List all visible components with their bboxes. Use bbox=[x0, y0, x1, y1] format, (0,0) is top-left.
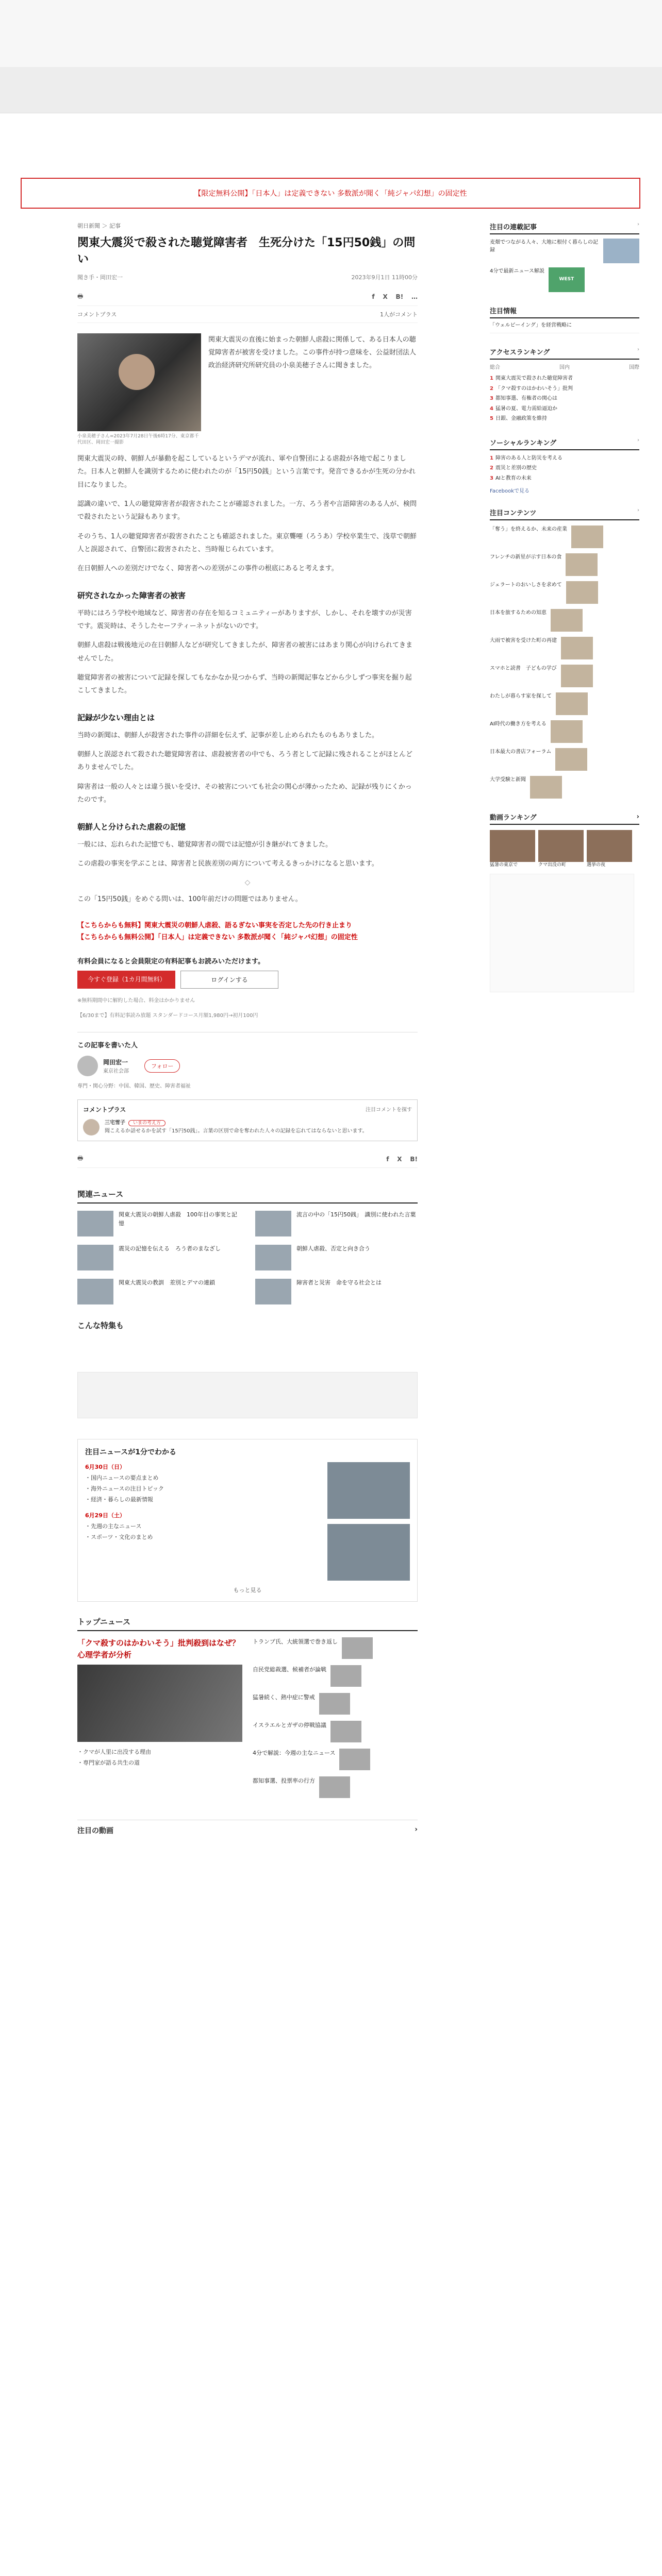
content-thumb bbox=[551, 609, 583, 632]
promo-link[interactable]: 【こちらからも無料】関東大震災の朝鮮人虐殺、語るぎない事実を否定した先の行き止まり bbox=[77, 921, 353, 929]
author-info bbox=[103, 1058, 129, 1074]
news-summary-title: 注目ニュースが1分でわかる bbox=[85, 1448, 177, 1457]
paragraph: 一般には、忘れられた記憶でも、聴覚障害者の間では記憶が引き継がれてきました。 bbox=[77, 840, 333, 849]
sidebar-promo bbox=[490, 306, 639, 333]
top-news-thumb bbox=[319, 1693, 350, 1715]
news-image[interactable] bbox=[327, 1462, 410, 1519]
ranking-item[interactable]: 4 猛暑の夏、電力需給逼迫か bbox=[490, 405, 557, 412]
comment-body bbox=[105, 1119, 368, 1136]
top-news-item[interactable] bbox=[253, 1776, 418, 1798]
content-thumb bbox=[566, 553, 598, 576]
top-news-item-title: 自民党総裁選、候補者が論戦 bbox=[253, 1666, 326, 1673]
lead-headline[interactable]: 「クマ殺すのはかわいそう」批判殺到はなぜ？ 心理学者が分析 bbox=[77, 1638, 248, 1659]
video-captions bbox=[490, 862, 639, 869]
comment-bar bbox=[77, 306, 418, 323]
subscribe-button[interactable]: 今すぐ登録（1カ月間無料） bbox=[77, 971, 175, 989]
content-card[interactable]: 日本最大の書店フォーラム bbox=[490, 748, 639, 771]
related-title: 関連ニュース bbox=[77, 1189, 418, 1204]
top-news-item[interactable] bbox=[253, 1721, 418, 1742]
top-news-thumb bbox=[319, 1776, 350, 1798]
related-item[interactable] bbox=[255, 1245, 418, 1270]
commenter-name[interactable]: 三宅雪子 bbox=[105, 1120, 125, 1126]
promo-links bbox=[77, 920, 418, 944]
lead-image[interactable] bbox=[77, 1665, 242, 1742]
social-ranking bbox=[490, 437, 639, 495]
related-thumb bbox=[255, 1211, 291, 1236]
avatar[interactable] bbox=[77, 1056, 98, 1076]
access-ranking bbox=[490, 347, 639, 424]
news-date: 6月30日（日） bbox=[85, 1464, 125, 1471]
feature-badge: WEST bbox=[549, 267, 585, 292]
related-item-title: 関東大震災の朝鮮人虐殺 100年目の事実と記憶 bbox=[119, 1211, 237, 1227]
sidebar-feature[interactable] bbox=[490, 239, 639, 263]
paragraph: 障害者は一般の人々とは違う扱いを受け、その被害についても社会の関心が薄かったため、記録が残りにくかったのです。 bbox=[77, 783, 412, 804]
sidebar-feature[interactable] bbox=[490, 267, 639, 292]
photo-caption: 小泉美穂子さん=2023年7月28日午後6時17分、東京都千代田区、岡田宏一撮影 bbox=[77, 433, 199, 446]
commenter-avatar[interactable] bbox=[83, 1119, 100, 1136]
comment-plus-head bbox=[83, 1105, 412, 1114]
bullet-item[interactable]: ・専門家が語る共生の道 bbox=[77, 1759, 140, 1767]
author-box bbox=[77, 1032, 418, 1089]
login-button[interactable]: ログインする bbox=[180, 971, 278, 989]
related-item[interactable] bbox=[255, 1279, 418, 1304]
related-item-title: 朝鮮人虐殺、否定と向き合う bbox=[296, 1245, 370, 1252]
video-ranking-title: 動画ランキング bbox=[490, 814, 537, 822]
lead-bullets bbox=[77, 1747, 242, 1769]
news-item[interactable]: ・国内ニュースの要点まとめ bbox=[85, 1475, 159, 1482]
sidebar bbox=[490, 222, 639, 1006]
paragraph: そのうち、1人の聴覚障害者が殺害されたことも確認されました。東京聾唖（ろうあ）学校卒業生で、浅草で朝鮮人と誤認されて、自警団に殺害されたと、当時報じられています。 bbox=[77, 532, 417, 554]
print-icon[interactable]: 🖶 bbox=[77, 1155, 84, 1162]
bullet-item[interactable]: ・クマが人里に出没する理由 bbox=[77, 1749, 151, 1756]
sidebar-heading: ソーシャルランキング › bbox=[490, 437, 639, 450]
share-icons bbox=[380, 1156, 418, 1163]
content-card[interactable]: 日本を旅するための知恵 bbox=[490, 609, 639, 632]
related-item-title: 流言の中の「15円50銭」 識別に使われた言葉 bbox=[296, 1211, 416, 1218]
content-thumb bbox=[555, 748, 587, 771]
news-list bbox=[85, 1457, 320, 1581]
top-news-item[interactable] bbox=[253, 1665, 418, 1687]
ranking-item[interactable]: 2 「クマ殺すのはかわいそう」批判 bbox=[490, 385, 573, 392]
news-images bbox=[327, 1457, 410, 1581]
paragraph: 認識の違いで、1人の聴覚障害者が殺害されたことが確認されました。一方、ろう者や言語障害のある人が、検問で殺されたという記録もあります。 bbox=[77, 500, 417, 521]
chevron-right-icon[interactable]: › bbox=[636, 813, 639, 821]
x-share-icon[interactable]: X bbox=[397, 1155, 402, 1163]
news-item[interactable]: ・スポーツ・文化のまとめ bbox=[85, 1533, 153, 1540]
top-band bbox=[0, 0, 662, 67]
ranking-item[interactable]: 5 日銀、金融政策を維持 bbox=[490, 416, 547, 421]
footer-title: 注目の動画 bbox=[77, 1827, 113, 1836]
byline bbox=[77, 273, 418, 281]
free-article-banner[interactable]: 【限定無料公開】「日本人」は定義できない 多数派が聞く「純ジャパ幻想」の固定性 bbox=[21, 178, 640, 209]
x-share-icon[interactable]: X bbox=[383, 293, 388, 301]
content-card[interactable]: わたしが暮らす家を探して bbox=[490, 692, 639, 715]
closing-paragraph: この「15円50銭」をめぐる問いは、100年前だけの問題ではありません。 bbox=[77, 895, 302, 904]
paragraph: 在日朝鮮人への差別だけでなく、障害者への差別がこの事件の根底にあると考えます。 bbox=[77, 565, 338, 573]
top-news-item-title: トランプ氏、大統領選で巻き返し bbox=[253, 1638, 338, 1646]
promo-item[interactable]: 「ウェルビーイング」を経営戦略に bbox=[490, 318, 639, 333]
top-news-item[interactable] bbox=[253, 1693, 418, 1715]
tab-international[interactable]: 国際 bbox=[629, 365, 639, 370]
content-card[interactable]: AI時代の働き方を考える bbox=[490, 720, 639, 743]
video-ranking-head bbox=[490, 812, 639, 825]
paragraph: 聴覚障害者の被害について記録を探してもなかなか見つからず、当時の新聞記事などから少しずつ事実を掘り起こしてきました。 bbox=[77, 674, 412, 695]
video-caption[interactable]: 猛暑の東京で bbox=[490, 862, 518, 868]
top-news-list bbox=[253, 1637, 418, 1804]
paywall-heading: 有料会員になると会員限定の有料記事もお読みいただけます。 bbox=[77, 958, 264, 966]
top-news-item[interactable] bbox=[253, 1637, 418, 1659]
tab-domestic[interactable]: 国内 bbox=[559, 365, 570, 370]
share-icons bbox=[366, 293, 418, 300]
news-date: 6月29日（土） bbox=[85, 1512, 125, 1519]
ranking-item[interactable]: 3 都知事選、有権者の関心は bbox=[490, 396, 557, 401]
article-tools bbox=[77, 289, 418, 306]
follow-button[interactable]: フォロー bbox=[144, 1059, 180, 1073]
content-card[interactable]: 大学受験と新聞 bbox=[490, 776, 639, 799]
content-thumb bbox=[556, 692, 588, 715]
news-item[interactable]: ・先週の主なニュース bbox=[85, 1522, 142, 1530]
comment-entry bbox=[83, 1119, 412, 1136]
video-caption[interactable]: 選挙の夜 bbox=[587, 862, 606, 868]
content-card[interactable]: ジェラートのおいしさを求めて bbox=[490, 581, 639, 604]
main-column bbox=[77, 222, 418, 1836]
chevron-right-icon[interactable]: › bbox=[415, 1825, 418, 1834]
related-thumb bbox=[77, 1211, 113, 1236]
top-news-lead[interactable] bbox=[77, 1637, 248, 1804]
content-card[interactable]: 「奪う」を終えるか、未来の産業 bbox=[490, 526, 639, 548]
author-role: 東京社会部 bbox=[103, 1069, 129, 1075]
top-news-title: トップニュース bbox=[77, 1616, 418, 1631]
top-news bbox=[77, 1616, 418, 1804]
ranking-tabs bbox=[490, 363, 639, 370]
sidebar-content bbox=[490, 507, 639, 799]
comment-plus-label[interactable]: コメントプラス bbox=[77, 311, 117, 318]
lead-paragraph: 関東大震災の直後に始まった朝鮮人虐殺に関係して、ある日本人の聴覚障害者が被害を受けました。この事件が持つ意味を、公益財団法人政治経済研究所研究員の小泉美穂子さんに聞きました。 bbox=[208, 335, 417, 370]
paywall bbox=[77, 956, 418, 1019]
paragraph: 朝鮮人虐殺は戦後地元の在日朝鮮人などが研究してきましたが、障害者の被害にはあまり関心が向けられてきませんでした。 bbox=[77, 641, 413, 663]
video-thumb[interactable] bbox=[538, 830, 584, 862]
sidebar-heading: アクセスランキング › bbox=[490, 347, 639, 360]
social-item[interactable]: 3 AIと教育の未来 bbox=[490, 475, 532, 481]
article-title: 関東大震災で殺された聴覚障害者 生死分けた「15円50銭」の問い bbox=[77, 236, 416, 266]
ad-block[interactable] bbox=[77, 1372, 418, 1418]
social-item[interactable]: 1 障害のある人と防災を考える bbox=[490, 455, 562, 461]
ranking-item[interactable]: 1 関東大震災で殺された聴覚障害者 bbox=[490, 376, 573, 381]
related-thumb bbox=[77, 1245, 113, 1270]
top-news-item-title: 4分で解説：今週の主なニュース bbox=[253, 1750, 336, 1757]
bookmark-share-icon[interactable]: B! bbox=[410, 1155, 418, 1163]
related-news bbox=[77, 1189, 418, 1304]
comment-badge: いまの考え方 bbox=[128, 1120, 166, 1126]
news-item[interactable]: ・海外ニュースの注目トピック bbox=[85, 1485, 164, 1493]
campaign-text[interactable]: 【6/30まで】有料記事読み放題 スタンダードコース月額1,980円→初月100円 bbox=[77, 1013, 258, 1019]
article-lead bbox=[77, 333, 418, 446]
related-item-title: 震災の記憶を伝える ろう者のまなざし bbox=[119, 1245, 221, 1252]
more-link[interactable]: もっと見る bbox=[233, 1587, 262, 1594]
content-thumb bbox=[551, 720, 583, 743]
section-heading: 研究されなかった障害者の被害 bbox=[77, 590, 186, 600]
facebook-link[interactable]: Facebookで見る bbox=[490, 488, 529, 494]
video-ranking bbox=[490, 812, 639, 992]
social-list bbox=[490, 453, 639, 484]
top-news-grid bbox=[77, 1637, 418, 1804]
comment-plus-title: コメントプラス bbox=[83, 1106, 126, 1114]
divider-mark: ◇ bbox=[244, 878, 251, 887]
paragraph: この虐殺の事実を学ぶことは、障害者と民族差別の両方について考えるきっかけになると思います。 bbox=[77, 859, 378, 868]
tab-general[interactable]: 総合 bbox=[490, 365, 500, 370]
paragraph: 当時の新聞は、朝鮮人が殺害された事件の詳細を伝えず、記事が差し止められたものもありました。 bbox=[77, 731, 378, 739]
section-heading: 記録が少ない理由とは bbox=[77, 713, 155, 722]
social-item[interactable]: 2 震災と差別の歴史 bbox=[490, 465, 537, 471]
more-share-icon[interactable]: … bbox=[411, 293, 418, 301]
content-card[interactable]: 大雨で被害を受けた町の再建 bbox=[490, 637, 639, 659]
related-item[interactable] bbox=[77, 1245, 240, 1270]
feature-title: 4分で最新ニュース解説 bbox=[490, 268, 544, 274]
content-card[interactable]: スマホと読書 子どもの学び bbox=[490, 665, 639, 687]
breadcrumb[interactable]: 朝日新聞 ＞ 記事 bbox=[77, 223, 121, 229]
feature-thumb bbox=[603, 239, 639, 263]
special-heading: こんな特集も bbox=[77, 1321, 124, 1331]
top-news-thumb bbox=[342, 1637, 373, 1659]
top-news-item-title: イスラエルとガザの停戦協議 bbox=[253, 1722, 326, 1729]
bookmark-share-icon[interactable]: B! bbox=[395, 293, 404, 301]
content-thumb bbox=[561, 637, 593, 659]
related-item[interactable] bbox=[77, 1211, 240, 1236]
top-news-thumb bbox=[330, 1721, 361, 1742]
author-heading: この記事を書いた人 bbox=[77, 1042, 138, 1050]
content-thumb bbox=[571, 526, 603, 548]
author-line: 聞き手・岡田宏一 bbox=[77, 274, 123, 281]
lead-photo[interactable] bbox=[77, 333, 201, 431]
author-tags: 専門・関心分野：中国、韓国、歴史、障害者福祉 bbox=[77, 1083, 191, 1090]
top-news-thumb bbox=[330, 1665, 361, 1687]
print-icon[interactable]: 🖶 bbox=[77, 292, 84, 300]
author-name[interactable]: 岡田宏一 bbox=[103, 1059, 128, 1066]
paragraph: 関東大震災の時、朝鮮人が暴動を起こしているというデマが流れ、軍や自警団による虐殺が各地で起こりました。日本人と朝鮮人を識別するために使われたのが「15円50銭」という言葉です。発音できるかが生死の分かれ目になりました。 bbox=[77, 454, 416, 489]
content-thumb bbox=[566, 581, 598, 604]
news-item[interactable]: ・経済・暮らしの最新情報 bbox=[85, 1496, 153, 1503]
publish-date: 2023年9月1日 11時00分 bbox=[351, 274, 418, 281]
content-thumb bbox=[530, 776, 562, 799]
top-news-item-title: 都知事選、投票率の行方 bbox=[253, 1777, 315, 1785]
footer-title-row bbox=[77, 1820, 418, 1836]
sidebar-ad[interactable] bbox=[490, 874, 634, 992]
promo-link[interactable]: 【こちらからも無料公開】「日本人」は定義できない 多数派が聞く「純ジャパ幻想」の固定性 bbox=[77, 933, 358, 941]
facebook-share-icon[interactable]: f bbox=[372, 293, 375, 301]
top-news-item-title: 猛暑続く、熱中症に警戒 bbox=[253, 1694, 315, 1701]
news-row bbox=[85, 1457, 410, 1581]
content-thumb bbox=[561, 665, 593, 687]
top-news-thumb bbox=[339, 1749, 370, 1770]
related-thumb bbox=[255, 1245, 291, 1270]
article-tools-bottom bbox=[77, 1150, 418, 1168]
comment-text: 聞こえるか話せるかを試す「15円50銭」。言葉の区別で命を奪われた人々の記録を忘れてはならないと思います。 bbox=[105, 1128, 368, 1134]
comment-plus-link[interactable]: 注目コメントを探す bbox=[366, 1107, 412, 1113]
related-item[interactable] bbox=[255, 1211, 418, 1236]
related-item-title: 障害者と災害 命を守る社会とは bbox=[296, 1279, 382, 1286]
paywall-note: ※無料期間中に解約した場合、料金はかかりません bbox=[77, 998, 195, 1004]
comment-plus-box bbox=[77, 1099, 418, 1141]
nav-band bbox=[0, 67, 662, 113]
news-summary-box bbox=[77, 1439, 418, 1602]
top-news-item[interactable] bbox=[253, 1749, 418, 1770]
section-heading: 朝鮮人と分けられた虐殺の記憶 bbox=[77, 822, 186, 832]
news-image[interactable] bbox=[327, 1524, 410, 1581]
video-thumb[interactable] bbox=[587, 830, 632, 862]
lead-figure bbox=[77, 333, 201, 446]
content-card[interactable]: フレンチの新星が示す日本の食 bbox=[490, 553, 639, 576]
related-item[interactable] bbox=[77, 1279, 240, 1304]
video-thumbs bbox=[490, 830, 639, 862]
ranking-list bbox=[490, 374, 639, 424]
sidebar-heading: 注目コンテンツ › bbox=[490, 507, 639, 520]
related-item-title: 関東大震災の教訓 差別とデマの連鎖 bbox=[119, 1279, 215, 1286]
paywall-buttons bbox=[77, 971, 418, 989]
paragraph: 平時にはろう学校や地域など、障害者の存在を知るコミュニティーがありますが、しかし、それを壊すのが災害です。震災時は、そうしたセーフティーネットがないのです。 bbox=[77, 609, 412, 631]
video-caption[interactable]: クマ出没の町 bbox=[538, 862, 567, 868]
facebook-share-icon[interactable]: f bbox=[386, 1155, 389, 1163]
paragraph: 朝鮮人と誤認されて殺された聴覚障害者は、虐殺被害者の中でも、ろう者として記録に残されることがほとんどありませんでした。 bbox=[77, 751, 413, 772]
feature-title: 麦畑でつながる人々、大地に根付く暮らしの記録 bbox=[490, 240, 598, 253]
sidebar-heading: 注目情報 bbox=[490, 306, 639, 318]
author-row bbox=[77, 1056, 418, 1076]
comment-count[interactable]: 1人がコメント bbox=[380, 311, 418, 318]
video-thumb[interactable] bbox=[490, 830, 535, 862]
related-thumb bbox=[77, 1279, 113, 1304]
sidebar-heading: 注目の連載記事 › bbox=[490, 222, 639, 234]
related-thumb bbox=[255, 1279, 291, 1304]
related-grid bbox=[77, 1211, 418, 1304]
sidebar-features bbox=[490, 222, 639, 292]
